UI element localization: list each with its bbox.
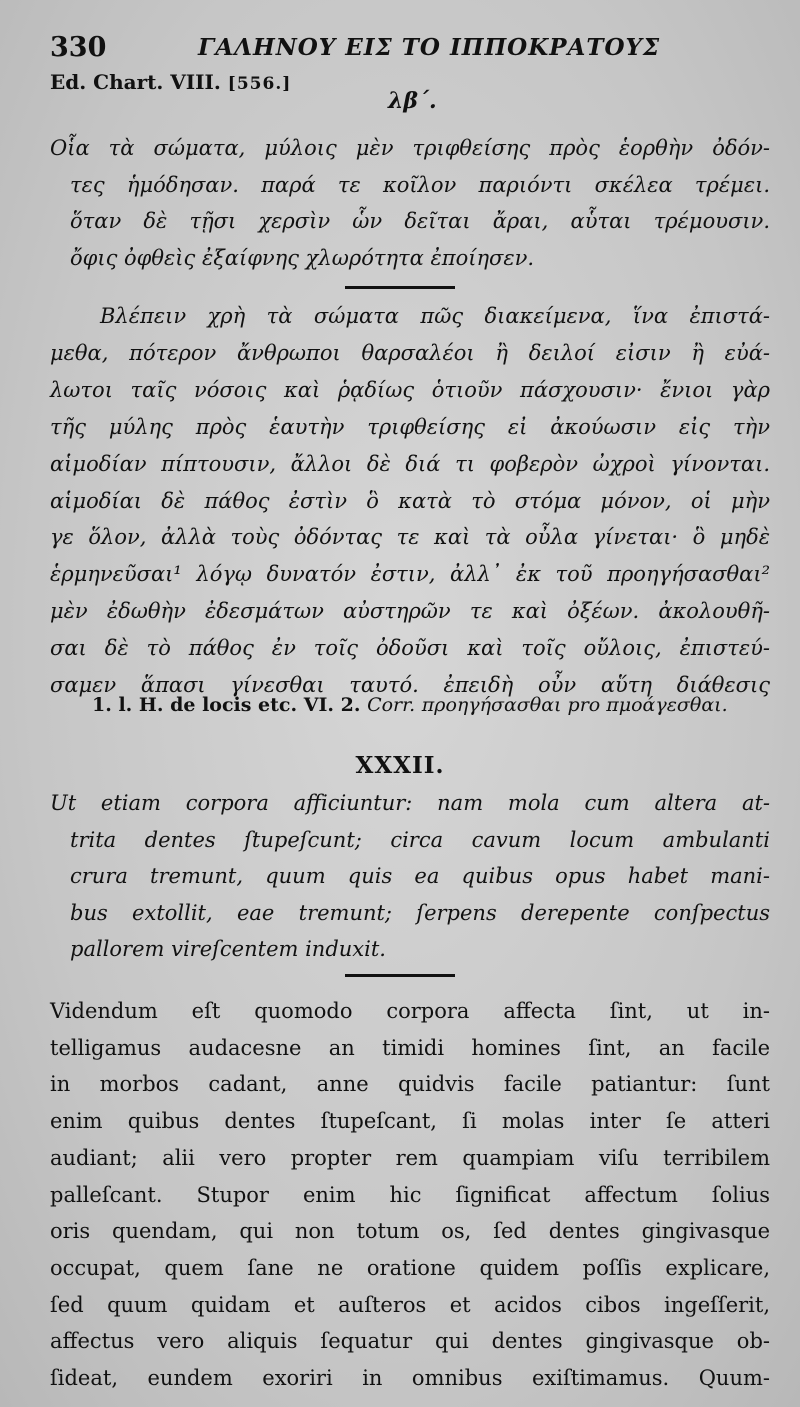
section-divider [345,974,455,977]
greek-section-number: λβ΄. [388,88,437,114]
latin-commentary-line: occupat, quem ſane ne oratione quidem poſſis explicare, [50,1255,770,1280]
greek-commentary [50,298,770,704]
latin-lemma [50,785,770,968]
latin-commentary-line: ſed quum quidam et auſteros et acidos cibos ingeſſerit, [50,1292,770,1317]
greek-lemma-line: Οἷα τὰ σώματα, μύλοις μὲν τριφθείσης πρὸς ἑορθὴν ὀδόν- [50,136,770,160]
greek-commentary-line: γε ὅλον, ἀλλὰ τοὺς ὀδόντας τε καὶ τὰ οὖλα γίνεται· ὃ μηδὲ [50,525,770,550]
footnote-2-corr: Corr. [367,694,416,716]
latin-section-number: XXXII. [355,752,445,779]
footnote-2-text: προηγήσασθαι pro πμοάγεσθαι. [421,694,728,716]
running-title: ΓΑΛΗΝΟΥ ΕΙΣ ΤΟ ΙΠΠΟΚΡΑΤΟΥΣ [198,34,661,61]
greek-lemma-line: ὅταν δὲ τῇσι χερσὶν ὧν δεῖται ἄραι, αὗται τρέμουσιν. [70,209,770,233]
page-header [50,30,742,64]
latin-commentary-line: enim quibus dentes ſtupeſcant, ſi molas inter ſe atteri [50,1109,770,1134]
greek-commentary-line: τῆς μύλης πρὸς ἑαυτὴν τριφθείσης εἰ ἀκούωσιν εἰς τὴν [50,414,770,439]
latin-commentary-line: telligamus audacesne an timidi homines ſint, an facile [50,1035,770,1060]
latin-lemma-line: bus extollit, eae tremunt; ſerpens derepente conſpectus [70,900,770,925]
edition-ref: Ed. Chart. VIII. [50,70,221,94]
footnote-2-number: 2. [340,694,361,716]
latin-commentary-line: ſideat, eundem exoriri in omnibus exiſtimamus. Quum- [50,1366,770,1391]
latin-lemma-line: trita dentes ſtupeſcunt; circa cavum locum ambulanti [70,827,770,852]
latin-commentary-line: palleſcant. Stupor enim hic ſignificat affectum ſolius [50,1182,770,1207]
greek-lemma [50,130,770,276]
greek-commentary-line: μὲν ἐδωθὴν ἐδεσμάτων αὐστηρῶν τε καὶ ὀξέων. ἀκολουθῆ- [50,599,770,624]
greek-commentary-line: μεθα, πότερον ἄνθρωποι θαρσαλέοι ἢ δειλοί εἰσιν ἢ εὐά- [50,340,770,365]
latin-commentary [50,993,770,1397]
greek-lemma-line: ὄφις ὀφθεὶς ἐξαίφνης χλωρότητα ἐποίησεν. [70,245,535,270]
edition-reference [50,70,291,94]
greek-commentary-line: αἱμοδίαι δὲ πάθος ἐστὶν ὃ κατὰ τὸ στόμα μόνον, οἱ μὴν [50,488,770,513]
edition-page: [556.] [227,74,292,94]
greek-commentary-line: λωτοι ταῖς νόσοις καὶ ῥᾳδίως ὁτιοῦν πάσχουσιν· ἔνιοι γὰρ [50,377,770,402]
latin-commentary-line: Videndum eſt quomodo corpora affecta ſint, ut in- [50,999,770,1023]
footnote-1: 1. l. H. de locis etc. VI. [92,694,334,716]
greek-commentary-line: σαι δὲ τὸ πάθος ἐν τοῖς ὀδοῦσι καὶ τοῖς οὔλοις, ἐπιστεύ- [50,636,770,661]
greek-commentary-line: Βλέπειν χρὴ τὰ σώματα πῶς διακείμενα, ἵνα ἐπιστά- [100,304,770,328]
latin-lemma-line: pallorem vireſcentem induxit. [70,937,386,961]
latin-commentary-line: in morbos cadant, anne quidvis facile patiantur: ſunt [50,1072,770,1097]
latin-lemma-line: crura tremunt, quum quis ea quibus opus habet mani- [70,864,770,888]
latin-commentary-line: audiant; alii vero propter rem quampiam viſu terribilem [50,1145,770,1170]
footnotes [92,694,770,716]
greek-commentary-line: αἱμοδίαν πίπτουσιν, ἄλλοι δὲ διά τι φοβερὸν ὠχροὶ γίνονται. [50,451,770,476]
greek-lemma-line: τες ἡμόδησαν. παρά τε κοῖλον παριόντι σκέλεα τρέμει. [70,172,770,197]
page-number: 330 [50,32,107,63]
greek-commentary-line: σαμεν ἅπασι γίνεσθαι ταυτό. ἐπειδὴ οὖν αὕτη διάθεσις [50,673,770,698]
latin-lemma-line: Ut etiam corpora afficiuntur: nam mola cum altera at- [50,791,770,815]
latin-commentary-line: affectus vero aliquis ſequatur qui dentes gingivasque ob- [50,1329,770,1354]
section-divider [345,286,455,289]
latin-commentary-line: oris quendam, qui non totum os, ſed dentes gingivasque [50,1219,770,1244]
greek-commentary-line: ἑρμηνεῦσαι¹ λόγῳ δυνατόν ἐστιν, ἀλλ᾽ ἐκ τοῦ προηγήσασθαι² [50,562,770,587]
